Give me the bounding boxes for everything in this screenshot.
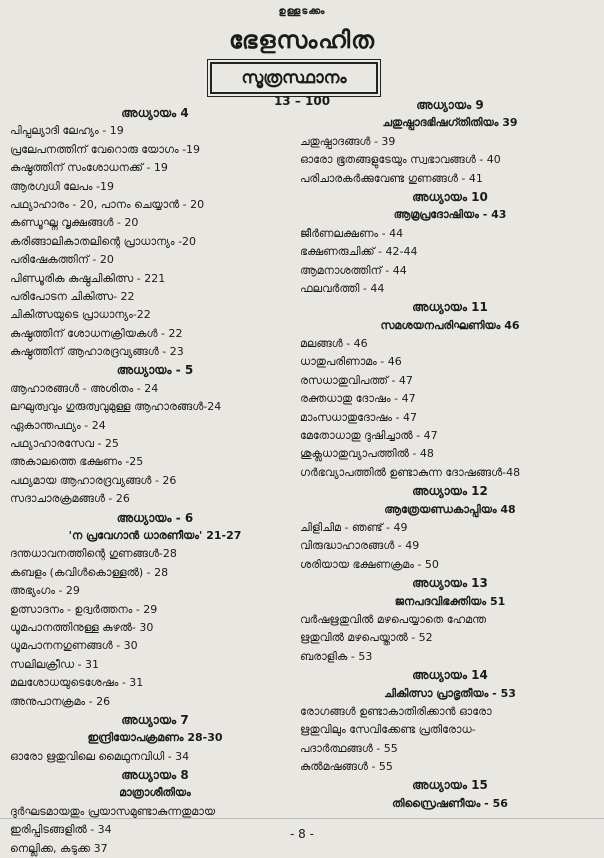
section-title-box: സൂത്രസ്ഥാനം xyxy=(210,62,378,94)
toc-entry: അഭ്യംഗം - 29 xyxy=(10,584,80,598)
contents-label: ഉള്ളടക്കം xyxy=(278,6,326,17)
toc-entry: ആഹാരങ്ങൾ - അശിതം - 24 xyxy=(10,381,159,395)
toc-entry: പ്രലേപനത്തിന് വേറൊരു യോഗം -19 xyxy=(10,142,201,156)
toc-entry: ഋതുവിലും സേവിക്കേണ്ട പ്രതിരോധ- xyxy=(300,723,476,737)
chapter-topic: ആമ്രപ്രദോഷിയം - 43 xyxy=(393,208,507,222)
toc-entry: സലിലക്രീഡ - 31 xyxy=(10,657,100,671)
chapter-heading: അധ്യായം 4 xyxy=(121,106,189,120)
toc-entry: ശരിയായ ഭക്ഷണക്രമം - 50 xyxy=(300,557,439,571)
toc-entry: മലശോധയുടെശേഷം - 31 xyxy=(10,676,144,690)
toc-entry: ആമനാശത്തിന് - 44 xyxy=(300,263,407,277)
toc-entry: രസധാതുവിപത്ത് - 47 xyxy=(300,373,413,387)
toc-entry: ഇരിപ്പിടങ്ങളിൽ - 34 xyxy=(10,823,112,837)
toc-entry: പരിപോടന ചികിത്സ- 22 xyxy=(10,289,135,303)
left-column xyxy=(10,104,300,858)
toc-entry: കബളം (കവിൾകൊള്ളൽ) - 28 xyxy=(10,565,169,579)
chapter-topic: 'ന പ്രവേഗാൻ ധാരണീയം' 21-27 xyxy=(68,528,242,542)
toc-entry: വർഷഋതുവിൽ മഴപെയ്യാതെ ഹേമന്ത xyxy=(300,612,487,626)
toc-entry: പരിഷേകത്തിന് - 20 xyxy=(10,253,114,267)
divider xyxy=(0,818,604,819)
toc-entry: കുഷ്ഠത്തിന് സംശോധനക്ക് - 19 xyxy=(10,161,168,175)
page-number: - 8 - xyxy=(290,827,314,841)
toc-entry: ചതുഷ്പാദങ്ങൾ - 39 xyxy=(300,134,396,148)
toc-entry: ബരാളിക - 53 xyxy=(300,649,373,663)
chapter-topic: തിസ്രൈഷണീയം - 56 xyxy=(392,796,508,810)
toc-entry: മേതോധാതു ദുഷിച്ചാൽ - 47 xyxy=(300,429,438,443)
chapter-heading: അധ്യായം 13 xyxy=(412,576,488,591)
chapter-heading: അധ്യായം 14 xyxy=(412,668,488,683)
toc-entry: ദന്തധാവനത്തിന്റെ ഗുണങ്ങൾ-28 xyxy=(10,547,177,561)
toc-entry: പരിചാരകർക്കുവേണ്ട ഗുണങ്ങൾ - 41 xyxy=(300,171,483,185)
toc-entry: പഥ്യാഹാരസേവ - 25 xyxy=(10,437,119,451)
toc-entry: ആരഗ്വധി ലേപം -19 xyxy=(10,179,114,193)
toc-entry: ദുർഘടമായതും പ്രയാസമുണ്ടാകുന്നതുമായ xyxy=(10,804,216,818)
toc-entry: ഭക്ഷണരുചിക്ക് - 42-44 xyxy=(300,245,418,259)
chapter-heading: അധ്യായം 12 xyxy=(412,484,488,499)
toc-entry: ഫലവർത്തി - 44 xyxy=(300,281,385,295)
toc-entry: ശുക്ലധാതുവ്യാപത്തിൽ - 48 xyxy=(300,447,434,461)
toc-entry: പഥ്യാഹാരം - 20, പാനം ചെയ്യാൻ - 20 xyxy=(10,197,205,211)
toc-entry: ഋതുവിൽ മഴപെയ്താൽ - 52 xyxy=(300,631,433,645)
toc-entry: പഥ്യമായ ആഹാരദ്രവ്യങ്ങൾ - 26 xyxy=(10,473,177,487)
chapter-heading: അധ്യായം - 5 xyxy=(116,363,194,378)
chapter-heading: അധ്യായം 8 xyxy=(121,768,189,783)
chapter-topic: ജനപദവിഭക്തിയം 51 xyxy=(394,594,506,608)
toc-entry: രക്തധാതു ദോഷം - 47 xyxy=(300,392,416,406)
toc-entry: കുൽമഷങ്ങൾ - 55 xyxy=(300,760,393,774)
toc-entry: വിരുദ്ധാഹാരങ്ങൾ - 49 xyxy=(300,539,420,553)
toc-entry: മലങ്ങൾ - 46 xyxy=(300,337,368,351)
toc-entry: രോഗങ്ങൾ ഉണ്ടാകാതിരിക്കാൻ ഓരോ xyxy=(300,704,492,718)
right-column xyxy=(300,96,600,813)
chapter-heading: അധ്യായം 11 xyxy=(412,300,488,315)
chapter-topic: ചതുഷ്പാദഭിഷഗ്തിതിയം 39 xyxy=(382,116,518,130)
toc-entry: കുഷ്ഠത്തിന് ആഹാരദ്രവ്യങ്ങൾ - 23 xyxy=(10,345,184,359)
page-range: 13 – 100 xyxy=(273,94,331,108)
chapter-heading: അധ്യായം 7 xyxy=(121,712,189,727)
chapter-heading: അധ്യായം - 6 xyxy=(116,510,194,525)
toc-entry: ഉത്സാദനം - ഉദ്വർത്തനം - 29 xyxy=(10,602,158,616)
chapter-topic: സമശയനപരിഘണിയം 46 xyxy=(380,318,520,332)
chapter-heading: അധ്യായം 15 xyxy=(412,778,488,793)
chapter-heading: അധ്യായം 9 xyxy=(416,98,484,112)
toc-entry: കണ്ഡൂഘ്ന വൃക്ഷങ്ങൾ - 20 xyxy=(10,216,139,230)
chapter-topic: ചികിത്സാ പ്രാഭൃതീയം - 53 xyxy=(384,686,516,700)
toc-entry: നെല്ലിക്ക, കടുക്ക 37 xyxy=(10,841,108,855)
chapter-topic: മാത്രാശീതിയം xyxy=(119,786,191,800)
toc-entry: ലഘുത്വവും ഗുരുത്വവുമുള്ള ആഹാരങ്ങൾ-24 xyxy=(10,400,222,414)
chapter-topic: ആത്രേയണ്ഡകാപ്പിയം 48 xyxy=(384,502,516,516)
toc-entry: ഗർഭവ്യാപത്തിൽ ഉണ്ടാകുന്ന ദോഷങ്ങൾ-48 xyxy=(300,465,521,479)
book-title: ഭേളസംഹിത xyxy=(229,26,375,54)
toc-entry: സദാചാരക്രമങ്ങൾ - 26 xyxy=(10,492,130,506)
toc-entry: ഓരോ ഋതുവിലെ മൈഥുനവിധി - 34 xyxy=(10,749,190,763)
toc-entry: അനുപാനക്രമം - 26 xyxy=(10,694,111,708)
toc-entry: ധാതുപരിണാമം - 46 xyxy=(300,355,402,369)
toc-entry: പദാർത്ഥങ്ങൾ - 55 xyxy=(300,741,398,755)
chapter-topic: ഇന്ദ്രിയോപക്രമണം 28-30 xyxy=(87,731,223,745)
toc-entry: പിപ്പല്യാദി ലേഹ്യം - 19 xyxy=(10,124,124,138)
toc-entry: മാംസധാതുദോഷം - 47 xyxy=(300,410,417,424)
toc-entry: ഓരോ ഭൂതങ്ങളുടേയും സ്വഭാവങ്ങൾ - 40 xyxy=(300,153,501,167)
chapter-heading: അധ്യായം 10 xyxy=(412,189,488,204)
toc-entry: ചിളിചിമ - ഞണ്ട് - 49 xyxy=(300,520,408,534)
toc-entry: കരിങ്ങാലികാതലിന്റെ പ്രാധാന്യം -20 xyxy=(10,234,197,248)
toc-entry: കുഷ്ഠത്തിന് ശോധനക്രിയകൾ - 22 xyxy=(10,326,183,340)
toc-entry: പിണ്ഡൂരിക കുഷ്ഠചികിത്സ - 221 xyxy=(10,271,166,285)
toc-entry: ചികിത്സയുടെ പ്രാധാന്യം-22 xyxy=(10,308,151,322)
toc-entry: ധൂമപാനനഗുണങ്ങൾ - 30 xyxy=(10,639,138,653)
toc-entry: ഏകാന്തപഥ്യം - 24 xyxy=(10,418,106,432)
toc-entry: ജീർണലക്ഷണം - 44 xyxy=(300,226,404,240)
toc-entry: അകാലത്തെ ഭക്ഷണം -25 xyxy=(10,455,144,469)
toc-entry: ധൂമപാനത്തിനുള്ള കുഴൽ- 30 xyxy=(10,620,154,634)
